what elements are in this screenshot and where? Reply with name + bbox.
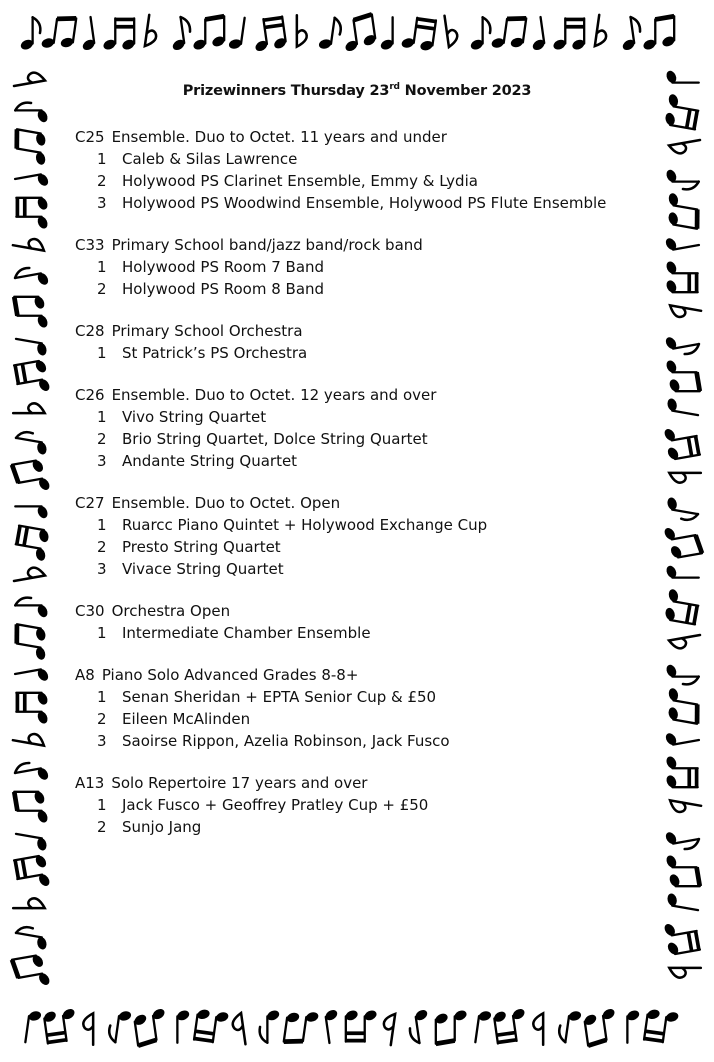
prize-row [75,686,635,708]
class-name: Piano Solo Advanced Grades 8-8+ [101,666,359,684]
prize-winner: Intermediate Chamber Ensemble [122,624,371,642]
prize-position: 1 [97,150,107,168]
prize-row [75,514,635,536]
class-section [75,600,635,644]
class-code: C27 [75,494,105,512]
prize-row [75,170,635,192]
prize-row [75,536,635,558]
prize-winner: Caleb & Silas Lawrence [122,150,298,168]
class-heading [75,664,635,686]
prize-winner: Jack Fusco + Geoffrey Pratley Cup + £50 [122,796,429,814]
class-code: C33 [75,236,105,254]
class-code: C25 [75,128,105,146]
prize-position: 2 [97,430,107,448]
prize-position: 3 [97,732,107,750]
prize-winner: Holywood PS Woodwind Ensemble, Holywood PS Flute Ensemble [122,194,607,212]
class-section [75,126,635,214]
prize-position: 3 [97,194,107,212]
class-section [75,234,635,300]
prize-winner: St Patrick’s PS Orchestra [122,344,308,362]
class-heading [75,600,635,622]
prize-winner: Vivo String Quartet [122,408,267,426]
page-title: Prizewinners Thursday 23rd November 2023 [182,82,532,99]
prize-row [75,708,635,730]
prize-winner: Eileen McAlinden [122,710,251,728]
prize-winner: Holywood PS Clarinet Ensemble, Emmy & Lydia [122,172,478,190]
prize-row [75,256,635,278]
prize-row [75,148,635,170]
prize-winner: Andante String Quartet [122,452,298,470]
class-section [75,772,635,838]
prize-row [75,558,635,580]
prize-row [75,450,635,472]
prize-winner: Saoirse Rippon, Azelia Robinson, Jack Fusco [122,732,450,750]
prize-position: 1 [97,796,107,814]
prize-position: 2 [97,710,107,728]
prize-row [75,794,635,816]
prize-row [75,428,635,450]
prize-position: 1 [97,516,107,534]
prize-winner: Sunjo Jang [122,818,202,836]
prize-winner: Holywood PS Room 8 Band [122,280,325,298]
prize-winner: Ruarcc Piano Quintet + Holywood Exchange Cup [122,516,488,534]
prize-row [75,192,635,214]
class-heading [75,772,635,794]
class-name: Primary School Orchestra [111,322,303,340]
class-name: Ensemble. Duo to Octet. 11 years and under [111,128,447,146]
class-heading [75,234,635,256]
class-name: Ensemble. Duo to Octet. 12 years and over [111,386,437,404]
prize-list [75,126,635,858]
prize-position: 1 [97,624,107,642]
class-code: A13 [75,774,105,792]
class-section [75,664,635,752]
class-heading [75,492,635,514]
prize-winner: Brio String Quartet, Dolce String Quartet [122,430,428,448]
prize-winner: Presto String Quartet [122,538,281,556]
class-code: C28 [75,322,105,340]
prize-position: 2 [97,538,107,556]
class-heading [75,320,635,342]
class-section [75,384,635,472]
class-name: Orchestra Open [111,602,231,620]
prize-position: 3 [97,560,107,578]
prize-winner: Senan Sheridan + EPTA Senior Cup & £50 [122,688,437,706]
prize-row [75,730,635,752]
prize-winner: Vivace String Quartet [122,560,284,578]
prize-position: 1 [97,344,107,362]
prize-position: 1 [97,408,107,426]
prize-position: 2 [97,818,107,836]
prize-winner: Holywood PS Room 7 Band [122,258,325,276]
class-section [75,320,635,364]
prize-position: 2 [97,172,107,190]
prize-row [75,278,635,300]
class-name: Primary School band/jazz band/rock band [111,236,423,254]
class-code: C26 [75,386,105,404]
prize-row [75,342,635,364]
prize-row [75,406,635,428]
class-name: Solo Repertoire 17 years and over [111,774,368,792]
class-heading [75,126,635,148]
class-heading [75,384,635,406]
class-code: C30 [75,602,105,620]
prize-position: 2 [97,280,107,298]
class-code: A8 [75,666,95,684]
class-section [75,492,635,580]
prize-row [75,816,635,838]
prize-position: 3 [97,452,107,470]
prize-position: 1 [97,688,107,706]
prize-row [75,622,635,644]
prize-position: 1 [97,258,107,276]
class-name: Ensemble. Duo to Octet. Open [111,494,341,512]
